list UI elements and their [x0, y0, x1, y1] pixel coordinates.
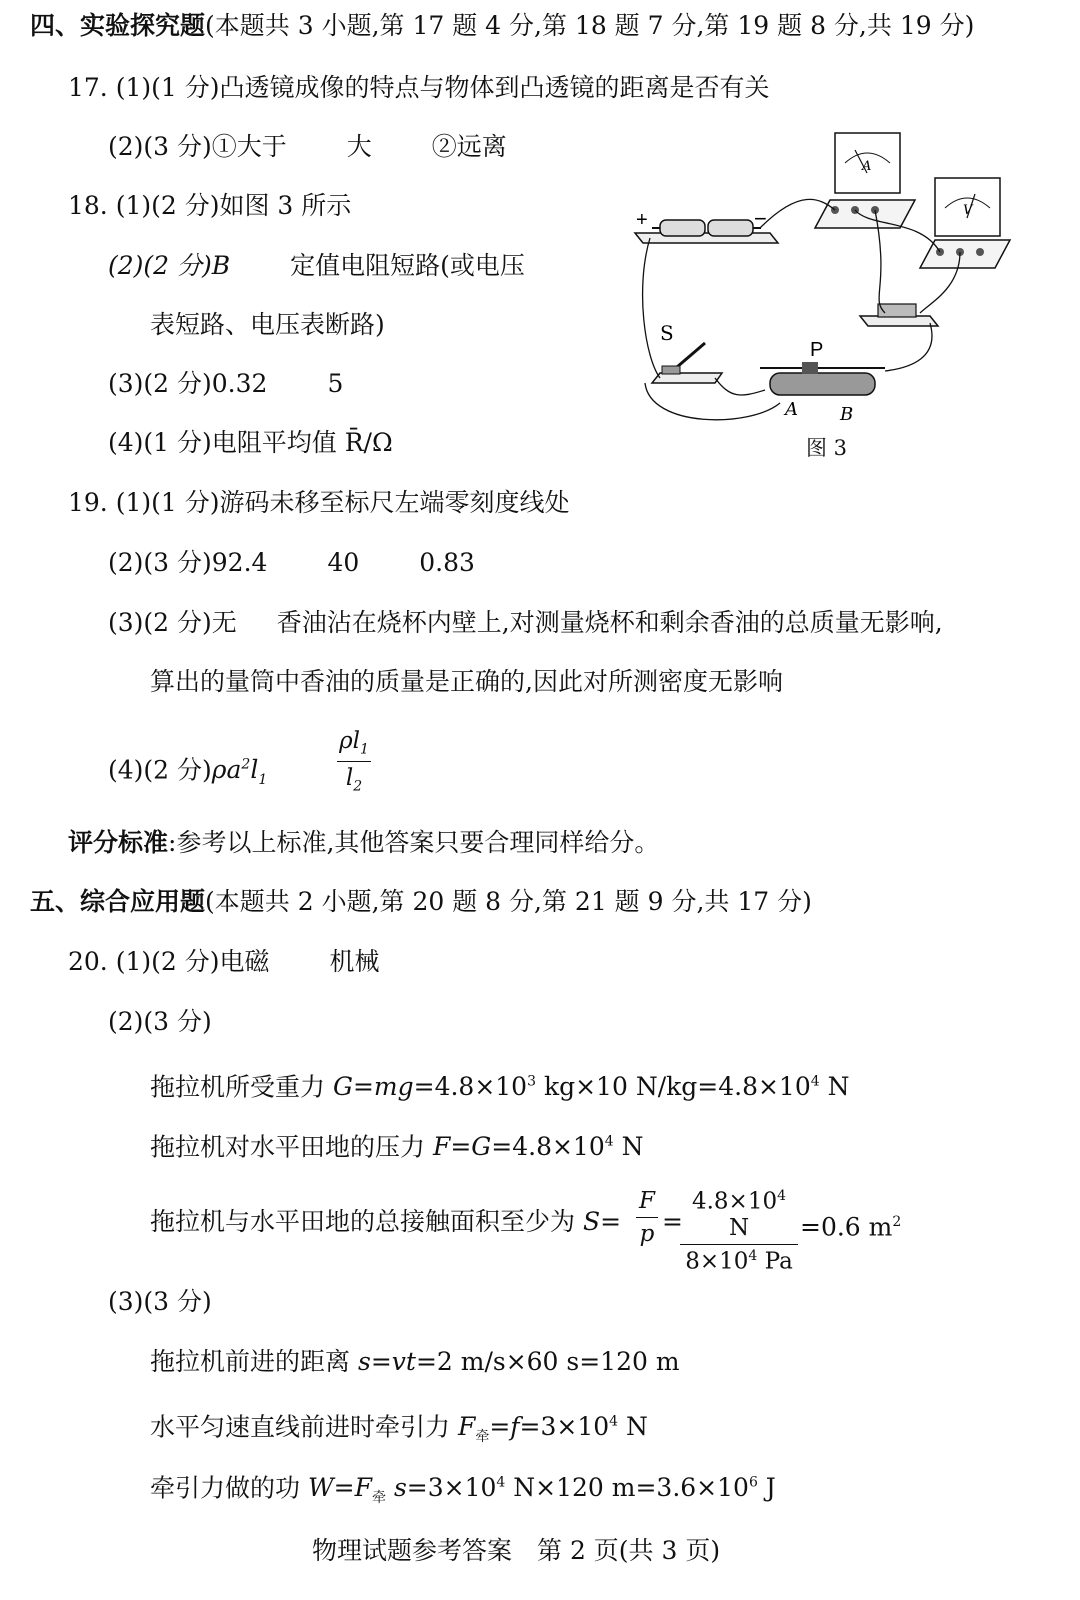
q20-part1-val: 机械	[329, 947, 380, 976]
q18-part1: 18. (1)(2 分)如图 3 所示	[68, 191, 352, 220]
rheostat-end-b: B	[840, 404, 854, 425]
section5-title: 五、综合应用题	[30, 887, 206, 916]
q19-part3-cont: 算出的量筒中香油的质量是正确的,因此对所测密度无影响	[150, 667, 783, 696]
rheostat-end-a: A	[785, 399, 798, 420]
q20-part1-prefix: 20. (1)(2 分)电磁	[68, 947, 270, 976]
q18-part4: (4)(1 分)电阻平均值 R̄/Ω	[108, 428, 393, 457]
q20-part1	[68, 946, 380, 978]
q20-part3-line2-text: 水平匀速直线前进时牵引力	[150, 1412, 451, 1442]
q20-part2-line2-formula: $F=G=4.8\times 10^4$ N	[432, 1132, 644, 1162]
q20-part3-line3-formula: $W=F_牵$ $s=3\times 10^4$ N×120 $m=3.6\times 10^6$ J	[307, 1473, 776, 1507]
q20-part3-line1	[150, 1346, 680, 1378]
slider-label: P	[810, 339, 824, 361]
rheostat	[760, 362, 885, 395]
voltmeter	[920, 178, 1010, 268]
circuit-figure	[630, 128, 1030, 428]
battery-plus-label: +	[636, 209, 648, 231]
q18-part2-prefix: (2)(2 分)B	[108, 251, 231, 280]
q20-part2-line1-formula: $G=mg=4.8\times 10^3$ kg×10 $N/kg=4.8\times 10^4$ N	[332, 1072, 850, 1102]
q19-part3-prefix: (3)(2 分)无	[108, 608, 237, 637]
q19-part4-prefix: (4)(2 分)	[108, 755, 212, 785]
q20-area-eq1: =	[662, 1207, 683, 1236]
q19-part2-prefix: (2)(3 分)92.4	[108, 548, 268, 577]
q20-part2-line3-text: 拖拉机与水平田地的总接触面积至少为	[150, 1207, 576, 1236]
grading-label: 评分标准	[68, 828, 169, 857]
q18-part3-val: 5	[327, 369, 344, 398]
q19-part2-v3: 0.83	[419, 548, 475, 577]
grading-note	[68, 827, 659, 859]
q19-part3-text: 香油沾在烧杯内壁上,对测量烧杯和剩余香油的总质量无影响,	[276, 608, 943, 637]
q20-part2-line3: 拖拉机与水平田地的总接触面积至少为 S=	[150, 1207, 622, 1236]
grading-text: 评分标准:参考以上标准,其他答案只要合理同样给分。	[68, 828, 660, 857]
q18-part2-cont: 表短路、电压表断路)	[150, 310, 385, 339]
section4-title: 四、实验探究题	[30, 11, 206, 40]
q19-part2-v2: 40	[327, 548, 360, 577]
q20-part2-line2-text: 拖拉机对水平田地的压力	[150, 1132, 426, 1162]
q18-part2	[108, 250, 525, 282]
q20-part3-line2	[150, 1406, 648, 1453]
q20-area-frac1: F p	[636, 1188, 658, 1247]
q19-part4-formula2: $\rho l_1$ $l_2$	[337, 728, 371, 794]
voltmeter-label: V	[963, 203, 973, 218]
q20-area-frac2: $4.8\times 10^4$ N $8\times 10^4$ Pa	[680, 1188, 798, 1274]
q20-part2-line1-text: 拖拉机所受重力	[150, 1072, 326, 1102]
q19-part4	[108, 749, 267, 796]
q17-part2-end: ②远离	[431, 132, 507, 161]
page-footer: 物理试题参考答案 第 2 页(共 3 页)	[312, 1536, 721, 1565]
section4-note: (本题共 3 小题,第 17 题 4 分,第 18 题 7 分,第 19 题 8 分,共 19 分)	[205, 11, 975, 40]
q19-part2	[108, 547, 475, 579]
battery-minus-label: −	[754, 206, 767, 231]
q20-part3-line1-formula: s=vt=2 m/s×60 s=120 m	[357, 1347, 680, 1376]
switch	[652, 343, 722, 383]
q17-part2	[108, 131, 507, 163]
q20-part3: (3)(3 分)	[108, 1287, 212, 1316]
q18-part3-prefix: (3)(2 分)0.32	[108, 369, 268, 398]
switch-label: S	[660, 321, 674, 345]
q20-part3-line2-formula: $F_牵=f=3\times 10^4$ N	[457, 1412, 648, 1446]
q18-part2-text: 定值电阻短路(或电压	[290, 251, 525, 280]
section5-note: (本题共 2 小题,第 20 题 8 分,第 21 题 9 分,共 17 分)	[205, 887, 812, 916]
q18-part3	[108, 368, 343, 400]
q20-part3-line1-text: 拖拉机前进的距离	[150, 1347, 351, 1376]
ammeter-label: A	[862, 159, 872, 174]
q19-part1: 19. (1)(1 分)游码未移至标尺左端零刻度线处	[68, 488, 570, 517]
q20-part2-line1	[150, 1066, 850, 1103]
q19-part3	[108, 607, 943, 639]
q20-part3-line3-text: 牵引力做的功	[150, 1473, 301, 1503]
q17-part1: 17. (1)(1 分)凸透镜成像的特点与物体到凸透镜的距离是否有关	[68, 73, 770, 102]
q20-part3-line3	[150, 1467, 776, 1514]
q20-area-result: =0.6 $m^2$	[800, 1212, 902, 1242]
section4-heading	[30, 10, 974, 42]
q17-part2-mid: 大	[346, 132, 372, 161]
q20-part2-line2	[150, 1126, 643, 1163]
figure-caption: 图 3	[806, 436, 848, 460]
q17-part2-prefix: (2)(3 分)①大于	[108, 132, 287, 161]
section5-heading	[30, 886, 812, 918]
q19-part4-formula1: $\rho a^2l_1$	[211, 755, 268, 789]
q20-part2: (2)(3 分)	[108, 1007, 212, 1036]
ammeter	[815, 133, 915, 228]
